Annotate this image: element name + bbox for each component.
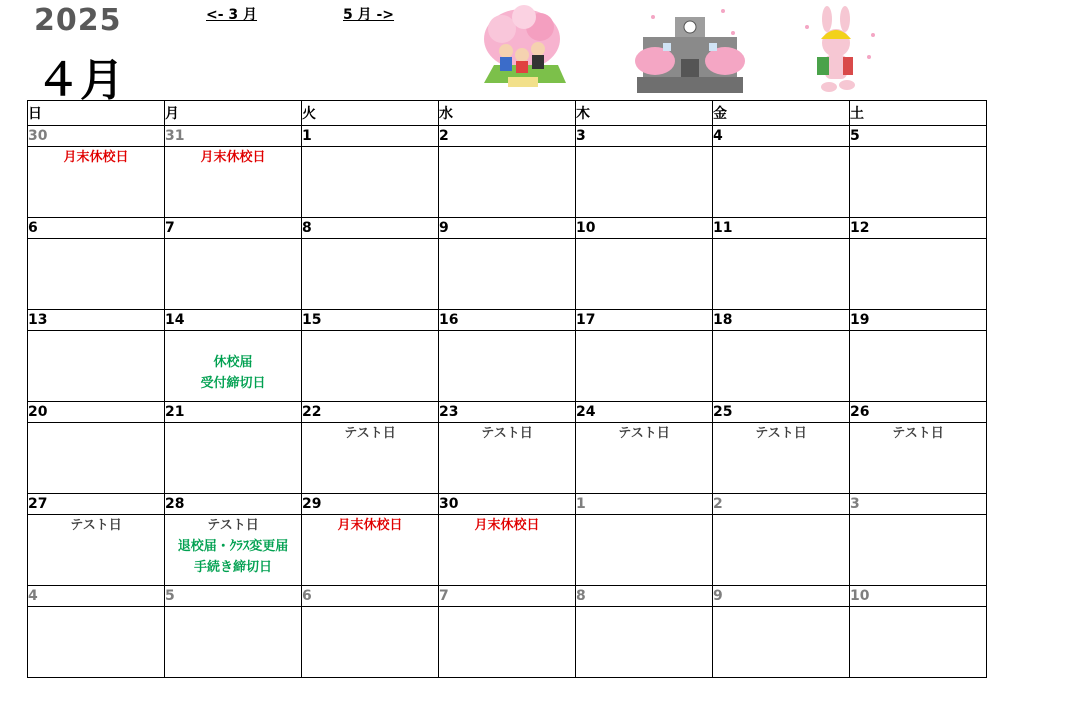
week-number-row [28, 126, 987, 147]
week-events-row [28, 515, 987, 586]
cherry-blossom-picnic-illustration [474, 3, 570, 95]
month-title: ４月 [36, 55, 124, 106]
next-month-link[interactable]: 5 月 -> [343, 7, 395, 23]
week-number-row [28, 218, 987, 239]
day-number[interactable]: 24 [576, 402, 713, 423]
day-number[interactable]: 31 [165, 126, 302, 147]
day-cell[interactable] [28, 239, 165, 310]
day-cell[interactable] [165, 423, 302, 494]
event-label: テスト日 [70, 518, 122, 533]
week-events-row [28, 239, 987, 310]
day-number[interactable]: 3 [850, 494, 987, 515]
event-label: テスト日 [618, 426, 670, 441]
day-cell[interactable] [302, 515, 439, 586]
event-label: 月末休校日 [200, 150, 266, 165]
day-cell[interactable] [576, 423, 713, 494]
event-label: テスト日 [481, 426, 533, 441]
day-cell[interactable] [576, 515, 713, 586]
day-cell[interactable] [713, 515, 850, 586]
day-number[interactable]: 1 [302, 126, 439, 147]
weekday-header-row [28, 101, 987, 126]
event-label: テスト日 [207, 518, 259, 533]
event-label: テスト日 [892, 426, 944, 441]
day-cell[interactable] [28, 331, 165, 402]
day-cell[interactable] [439, 331, 576, 402]
weekday-header: 月 [165, 101, 302, 126]
day-cell[interactable] [439, 607, 576, 678]
day-cell[interactable] [439, 515, 576, 586]
week-events-row [28, 147, 987, 218]
day-number[interactable]: 30 [28, 126, 165, 147]
day-number[interactable]: 2 [713, 494, 850, 515]
calendar-grid [27, 100, 987, 678]
day-number[interactable]: 28 [165, 494, 302, 515]
day-number[interactable]: 25 [713, 402, 850, 423]
day-cell[interactable] [850, 515, 987, 586]
day-cell[interactable] [439, 239, 576, 310]
week-number-row [28, 402, 987, 423]
day-cell[interactable] [576, 147, 713, 218]
day-number[interactable]: 3 [576, 126, 713, 147]
day-number[interactable]: 17 [576, 310, 713, 331]
day-cell[interactable] [576, 607, 713, 678]
week-events-row [28, 331, 987, 402]
event-label: 月末休校日 [63, 150, 129, 165]
day-number[interactable]: 21 [165, 402, 302, 423]
day-number[interactable]: 7 [165, 218, 302, 239]
day-cell[interactable] [165, 515, 302, 586]
day-number[interactable]: 16 [439, 310, 576, 331]
weekday-header: 土 [850, 101, 987, 126]
day-number[interactable]: 29 [302, 494, 439, 515]
day-number[interactable]: 26 [850, 402, 987, 423]
event-label: 退校届・ｸﾗｽ変更届 [177, 539, 289, 554]
day-number[interactable]: 13 [28, 310, 165, 331]
day-number[interactable]: 10 [850, 586, 987, 607]
day-number[interactable]: 12 [850, 218, 987, 239]
day-cell[interactable] [713, 607, 850, 678]
day-number[interactable]: 4 [713, 126, 850, 147]
day-number[interactable]: 15 [302, 310, 439, 331]
day-cell[interactable] [850, 239, 987, 310]
event-label: テスト日 [755, 426, 807, 441]
day-cell[interactable] [165, 239, 302, 310]
day-number[interactable]: 9 [713, 586, 850, 607]
day-number[interactable]: 1 [576, 494, 713, 515]
day-number[interactable]: 23 [439, 402, 576, 423]
day-number[interactable]: 27 [28, 494, 165, 515]
rabbit-schoolchild-illustration [797, 5, 883, 97]
day-cell[interactable] [302, 607, 439, 678]
day-number[interactable]: 6 [28, 218, 165, 239]
day-cell[interactable] [850, 607, 987, 678]
week-number-row [28, 310, 987, 331]
week-number-row [28, 494, 987, 515]
day-cell[interactable] [28, 515, 165, 586]
weekday-header: 日 [28, 101, 165, 126]
day-number[interactable]: 6 [302, 586, 439, 607]
week-events-row [28, 607, 987, 678]
day-cell[interactable] [302, 331, 439, 402]
day-cell[interactable] [165, 607, 302, 678]
day-number[interactable]: 20 [28, 402, 165, 423]
weekday-header: 金 [713, 101, 850, 126]
day-cell[interactable] [850, 423, 987, 494]
year-label: 2025 [34, 3, 122, 38]
day-cell[interactable] [28, 423, 165, 494]
day-cell[interactable] [28, 607, 165, 678]
event-label: 受付締切日 [200, 376, 266, 391]
day-number[interactable]: 9 [439, 218, 576, 239]
day-cell[interactable] [439, 423, 576, 494]
event-label: 休校届 [213, 355, 253, 370]
day-number[interactable]: 14 [165, 310, 302, 331]
event-label: 月末休校日 [337, 518, 403, 533]
prev-month-link[interactable]: <- 3 月 [206, 7, 258, 23]
event-label: 手続き締切日 [193, 560, 272, 575]
weekday-header: 木 [576, 101, 713, 126]
day-number[interactable]: 18 [713, 310, 850, 331]
day-cell[interactable] [165, 331, 302, 402]
day-cell[interactable] [850, 147, 987, 218]
day-cell[interactable] [713, 331, 850, 402]
day-number[interactable]: 8 [576, 586, 713, 607]
school-building-illustration [633, 3, 747, 95]
day-number[interactable]: 2 [439, 126, 576, 147]
day-number[interactable]: 10 [576, 218, 713, 239]
weekday-header: 水 [439, 101, 576, 126]
day-cell[interactable] [713, 423, 850, 494]
day-number[interactable]: 5 [165, 586, 302, 607]
event-label: 月末休校日 [474, 518, 540, 533]
day-cell[interactable] [439, 147, 576, 218]
day-cell[interactable] [576, 239, 713, 310]
week-events-row [28, 423, 987, 494]
day-cell[interactable] [850, 331, 987, 402]
day-number[interactable]: 8 [302, 218, 439, 239]
event-label [165, 331, 301, 352]
day-number[interactable]: 5 [850, 126, 987, 147]
day-cell[interactable] [576, 331, 713, 402]
day-number[interactable]: 19 [850, 310, 987, 331]
day-cell[interactable] [713, 239, 850, 310]
day-number[interactable]: 11 [713, 218, 850, 239]
day-cell[interactable] [165, 147, 302, 218]
day-cell[interactable] [28, 147, 165, 218]
day-number[interactable]: 22 [302, 402, 439, 423]
day-cell[interactable] [302, 147, 439, 218]
day-number[interactable]: 4 [28, 586, 165, 607]
event-label: テスト日 [344, 426, 396, 441]
day-cell[interactable] [302, 423, 439, 494]
day-cell[interactable] [302, 239, 439, 310]
day-number[interactable]: 7 [439, 586, 576, 607]
day-cell[interactable] [713, 147, 850, 218]
week-number-row [28, 586, 987, 607]
day-number[interactable]: 30 [439, 494, 576, 515]
weekday-header: 火 [302, 101, 439, 126]
